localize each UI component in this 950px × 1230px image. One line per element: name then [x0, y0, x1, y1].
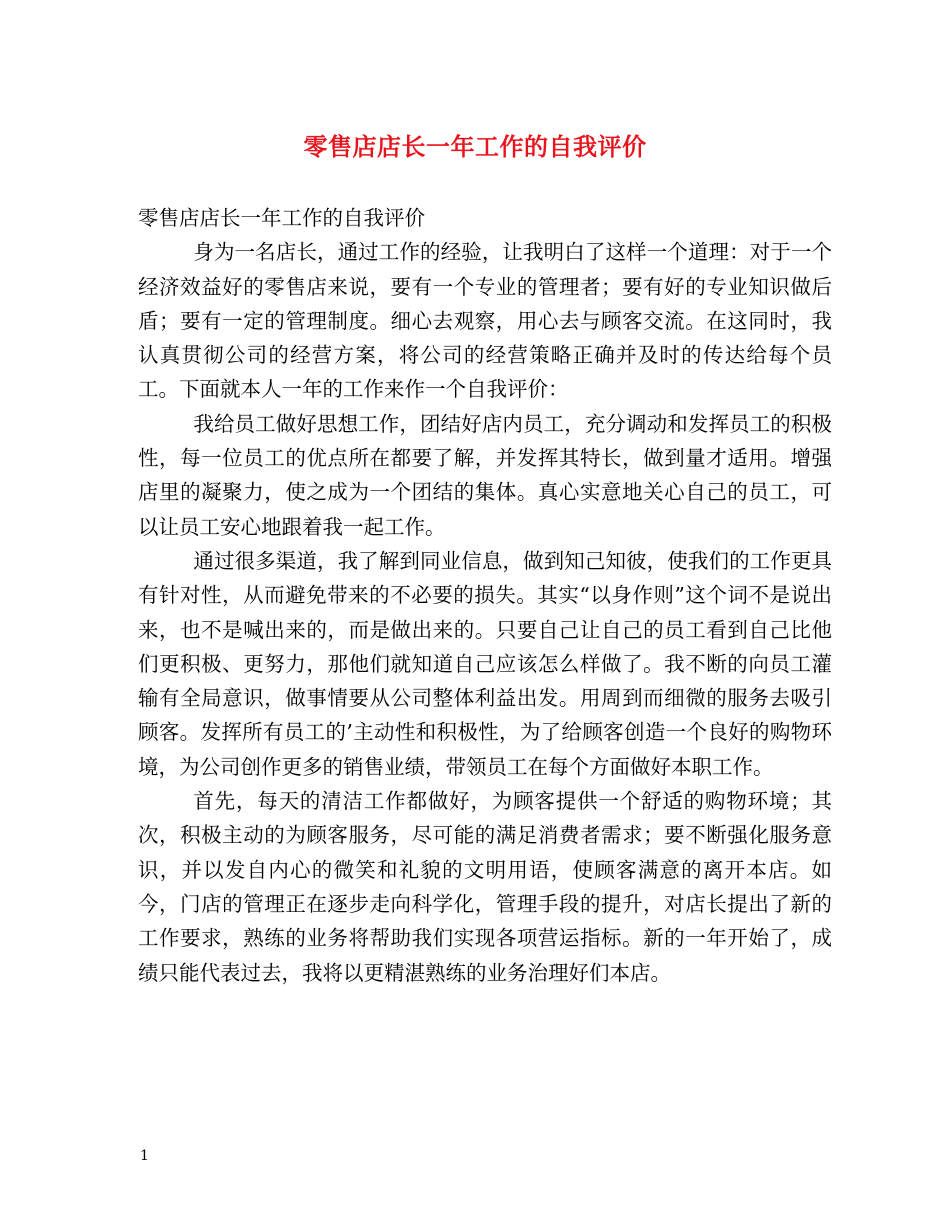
document-body — [138, 201, 832, 990]
paragraph-1: 身为一名店长，通过工作的经验，让我明白了这样一个道理：对于一个经济效益好的零售店来说，要有一个专业的管理者；要有好的专业知识做后盾；要有一定的管理制度。细心去观察，用心去与顾客交流。在这同时，我认真贯彻公司的经营方案，将公司的经营策略正确并及时的传达给每个员工。下面就本人一年的工作来作一个自我评价： — [138, 240, 832, 402]
document-subtitle: 零售店店长一年工作的自我评价 — [138, 206, 425, 230]
document-title: 零售店店长一年工作的自我评价 — [303, 132, 647, 161]
paragraph-2: 我给员工做好思想工作，团结好店内员工，充分调动和发挥员工的积极性，每一位员工的优点所在都要了解，并发挥其特长，做到量才适用。增强店里的凝聚力，使之成为一个团结的集体。真心实意地关心自己的员工，可以让员工安心地跟着我一起工作。 — [138, 411, 832, 539]
paragraph-4: 首先，每天的清洁工作都做好，为顾客提供一个舒适的购物环境；其次，积极主动的为顾客服务，尽可能的满足消费者需求；要不断强化服务意识，并以发自内心的微笑和礼貌的文明用语，使顾客满意的离开本店。如今，门店的管理正在逐步走向科学化，管理手段的提升，对店长提出了新的工作要求，熟练的业务将帮助我们实现各项营运指标。新的一年开始了，成绩只能代表过去，我将以更精湛熟练的业务治理好们本店。 — [138, 789, 832, 985]
paragraph-3: 通过很多渠道，我了解到同业信息，做到知己知彼，使我们的工作更具有针对性，从而避免带来的不必要的损失。其实“以身作则”这个词不是说出来，也不是喊出来的，而是做出来的。只要自己让自己的员工看到自己比他们更积极、更努力，那他们就知道自己应该怎么样做了。我不断的向员工灌输有全局意识，做事情要从公司整体利益出发。用周到而细微的服务去吸引顾客。发挥所有员工的’主动性和积极性，为了给顾客创造一个良好的购物环境，为公司创作更多的销售业绩，带领员工在每个方面做好本职工作。 — [138, 548, 832, 779]
page-number: 1 — [140, 1148, 149, 1164]
